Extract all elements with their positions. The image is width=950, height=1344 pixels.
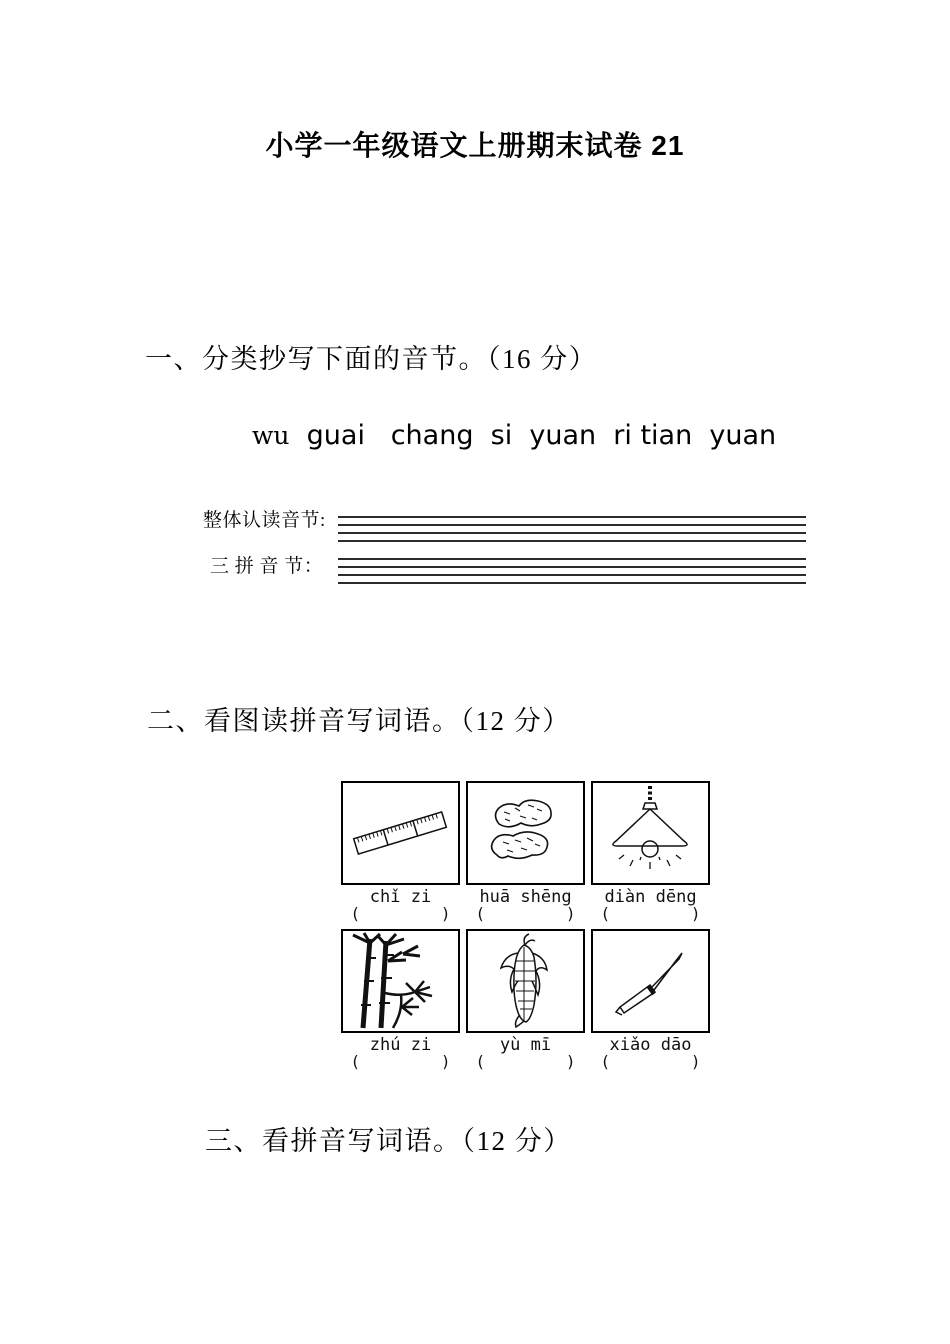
writing-staff-whole-syllables bbox=[338, 516, 806, 542]
staff-line bbox=[338, 574, 806, 576]
staff-line bbox=[338, 540, 806, 542]
paren-left: ( bbox=[600, 1052, 611, 1071]
paren-right: ) bbox=[565, 904, 576, 923]
pinyin-caption: xiǎo dāo bbox=[609, 1035, 692, 1055]
staff-line bbox=[338, 532, 806, 534]
grid-cell-lamp bbox=[591, 781, 710, 922]
pinyin-caption: huā shēng bbox=[479, 887, 572, 907]
paren-left: ( bbox=[475, 1052, 486, 1071]
ruler-drawing bbox=[341, 781, 460, 885]
answer-parens bbox=[601, 1054, 701, 1070]
staff-line bbox=[338, 516, 806, 518]
grid-cell-knife bbox=[591, 929, 710, 1070]
grid-cell-bamboo bbox=[341, 929, 460, 1070]
grid-cell-ruler bbox=[341, 781, 460, 922]
peanut-drawing bbox=[466, 781, 585, 885]
paren-left: ( bbox=[475, 904, 486, 923]
staff-line bbox=[338, 582, 806, 584]
lamp-drawing bbox=[591, 781, 710, 885]
writing-staff-three-pinyin bbox=[338, 558, 806, 584]
page-title: 小学一年级语文上册期末试卷 21 bbox=[265, 130, 685, 161]
whole-syllable-label: 整体认读音节: bbox=[203, 510, 326, 531]
paren-left: ( bbox=[350, 904, 361, 923]
answer-parens bbox=[351, 1054, 451, 1070]
paren-right: ) bbox=[690, 904, 701, 923]
paren-right: ) bbox=[440, 904, 451, 923]
pinyin-caption: zhú zi bbox=[369, 1035, 432, 1055]
answer-parens bbox=[476, 906, 576, 922]
paren-right: ) bbox=[440, 1052, 451, 1071]
corn-drawing bbox=[466, 929, 585, 1033]
paren-left: ( bbox=[600, 904, 611, 923]
syllable-list bbox=[252, 419, 776, 453]
picture-grid bbox=[341, 781, 710, 1070]
answer-parens bbox=[476, 1054, 576, 1070]
section-1-heading: 一、分类抄写下面的音节。（16 分） bbox=[145, 344, 598, 374]
paren-right: ) bbox=[690, 1052, 701, 1071]
staff-line bbox=[338, 524, 806, 526]
pinyin-caption: yù mī bbox=[499, 1035, 552, 1055]
syllable-wu: wu bbox=[252, 421, 290, 450]
paren-right: ) bbox=[565, 1052, 576, 1071]
pinyin-caption: chǐ zi bbox=[369, 887, 432, 907]
section-2-heading: 二、看图读拼音写词语。（12 分） bbox=[147, 706, 571, 736]
section-3-heading: 三、看拼音写词语。（12 分） bbox=[205, 1126, 572, 1156]
pinyin-caption: diàn dēng bbox=[604, 887, 697, 907]
staff-line bbox=[338, 558, 806, 560]
three-pinyin-label: 三 拼 音 节： bbox=[210, 556, 324, 577]
syllable-rest: guai chang si yuan ri tian yuan bbox=[289, 420, 777, 451]
answer-parens bbox=[601, 906, 701, 922]
grid-cell-peanut bbox=[466, 781, 585, 922]
grid-cell-corn bbox=[466, 929, 585, 1070]
paren-left: ( bbox=[350, 1052, 361, 1071]
answer-parens bbox=[351, 906, 451, 922]
knife-drawing bbox=[591, 929, 710, 1033]
staff-line bbox=[338, 566, 806, 568]
bamboo-drawing bbox=[341, 929, 460, 1033]
